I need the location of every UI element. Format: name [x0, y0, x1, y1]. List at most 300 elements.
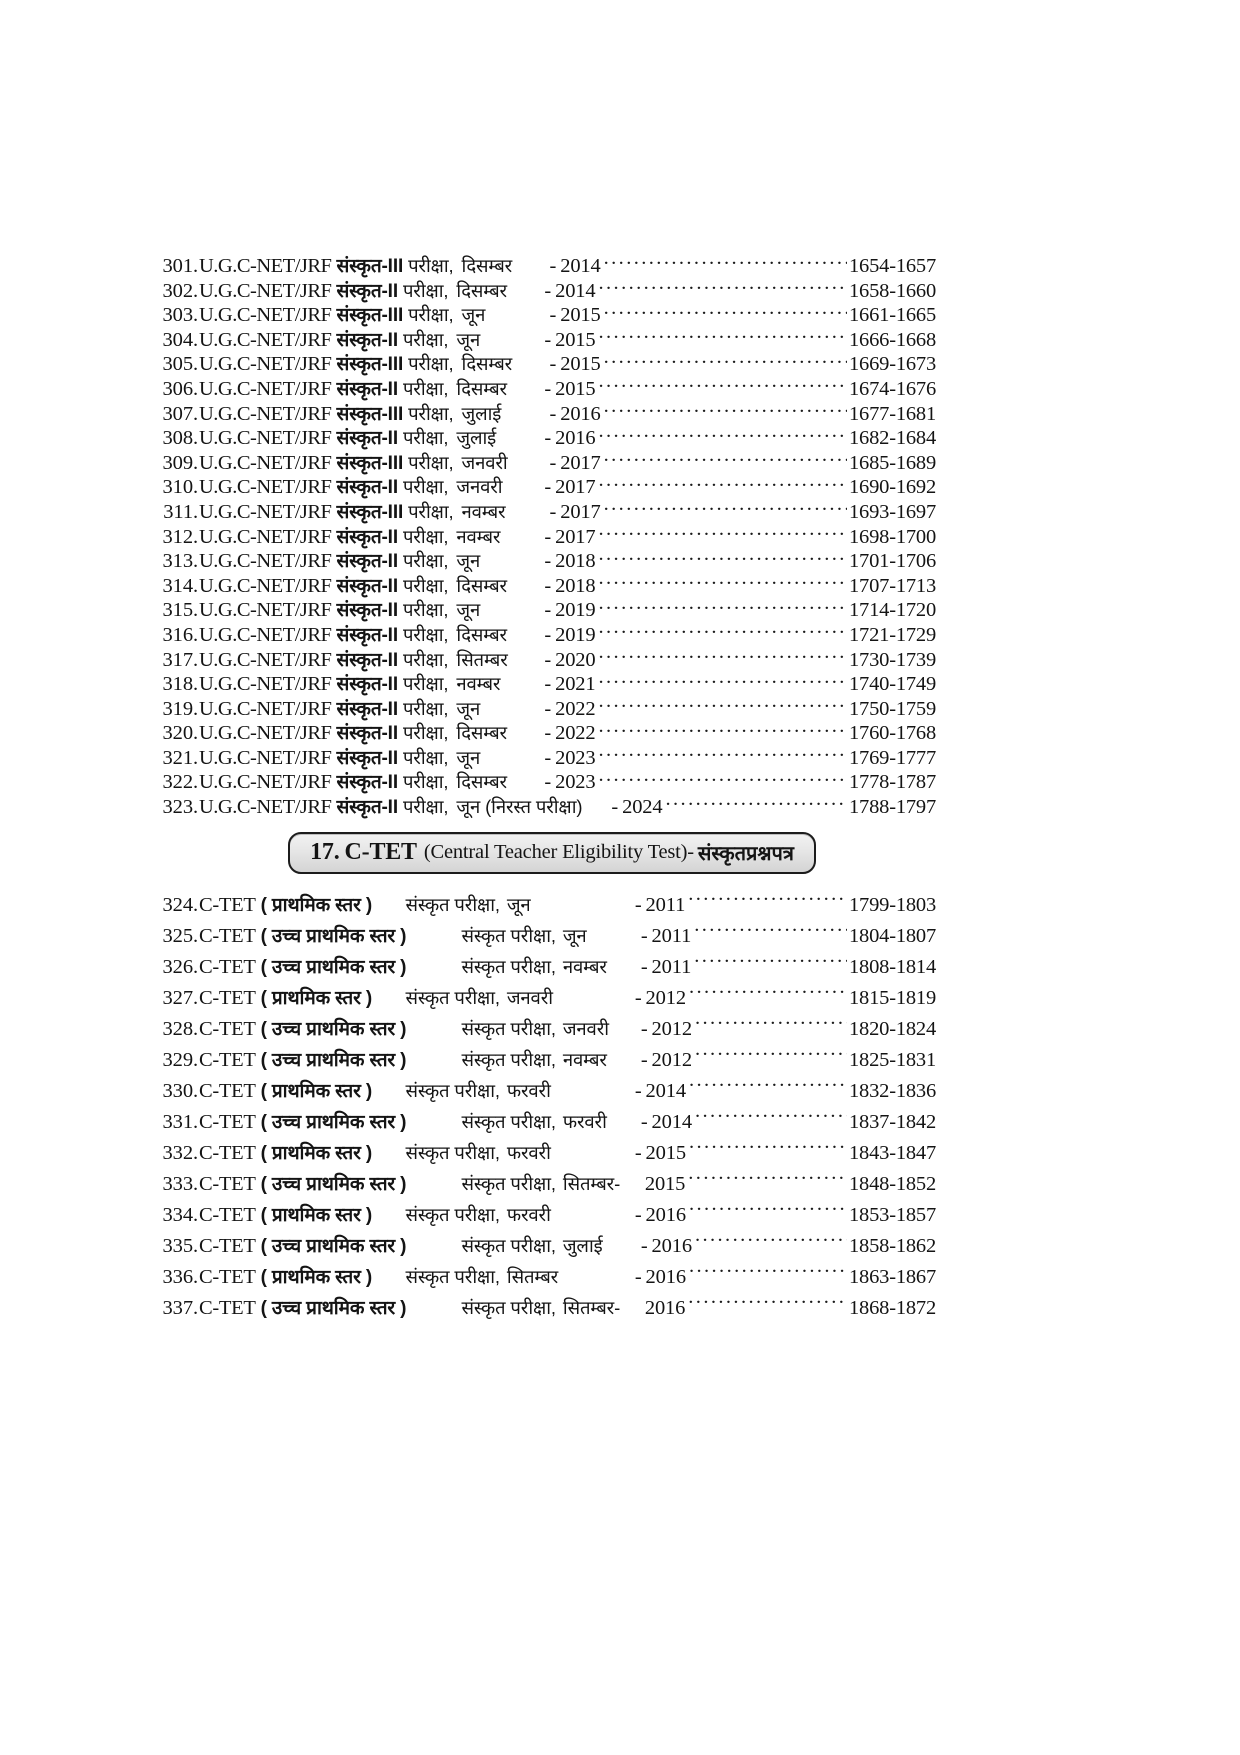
entry-year: 2012 — [651, 1048, 692, 1071]
entry-year: 2015 — [560, 353, 601, 376]
entry-paper: संस्कृत-II — [336, 378, 398, 400]
entry-number: 312. — [162, 525, 198, 548]
entry-year: 2016 — [645, 1265, 686, 1288]
entry-month: जून — [456, 746, 481, 768]
entry-number: 327. — [162, 986, 198, 1009]
entry-exam-word: परीक्षा, — [402, 623, 449, 645]
entry-page-range: 1693-1697 — [849, 500, 937, 523]
entry-dash: - — [549, 500, 557, 523]
entry-paper: संस्कृत-II — [336, 329, 398, 351]
entry-number: 311. — [163, 500, 198, 523]
entry-exam-word: परीक्षा, — [408, 402, 454, 424]
section-heading-ctet — [288, 832, 816, 874]
toc-list-ugc-net — [152, 252, 952, 818]
entry-dot-leader — [599, 326, 848, 346]
entry-page-range: 1682-1684 — [849, 427, 937, 450]
entry-month: नवम्बर — [456, 673, 501, 695]
entry-year: 2022 — [555, 722, 596, 745]
entry-month: दिसम्बर — [456, 623, 507, 645]
entry-title — [198, 770, 596, 796]
entry-title — [198, 254, 601, 280]
toc-entry — [152, 1261, 952, 1292]
entry-exam-word: परीक्षा, — [402, 796, 449, 818]
entry-dash: - — [544, 574, 552, 597]
entry-number: 322. — [162, 771, 198, 794]
entry-dot-leader — [604, 400, 847, 420]
entry-exam-name: C-TET — [199, 1141, 256, 1164]
entry-dash: - — [549, 304, 557, 327]
entry-title — [198, 623, 596, 649]
entry-exam-name: U.G.C-NET/JRF — [199, 255, 332, 277]
entry-year: 2011 — [645, 893, 686, 916]
entry-year: 2017 — [560, 500, 601, 523]
entry-dot-leader — [695, 1108, 847, 1128]
entry-dash: - — [544, 427, 552, 450]
entry-page-range: 1788-1797 — [849, 796, 937, 819]
toc-content — [152, 252, 952, 1323]
entry-page-range: 1843-1847 — [849, 1141, 937, 1164]
entry-month: नवम्बर — [562, 1048, 607, 1070]
entry-dash: - — [544, 697, 552, 720]
entry-subject: संस्कृत परीक्षा, — [405, 1265, 500, 1287]
entry-page-range: 1808-1814 — [849, 955, 937, 978]
entry-month: फरवरी — [506, 1141, 551, 1163]
entry-title — [198, 549, 596, 575]
entry-exam-name: U.G.C-NET/JRF — [199, 377, 332, 400]
entry-paper: संस्कृत-II — [336, 797, 398, 819]
entry-number: 301. — [162, 255, 198, 277]
entry-dot-leader — [604, 301, 847, 321]
section-devanagari-label: संस्कृतप्रश्नपत्र — [697, 843, 794, 866]
entry-exam-name: U.G.C-NET/JRF — [199, 328, 332, 351]
entry-dash: - — [544, 599, 552, 622]
entry-dot-leader — [599, 719, 848, 739]
entry-dash: - — [640, 924, 648, 947]
entry-number: 334. — [162, 1203, 198, 1226]
entry-number: 304. — [162, 328, 198, 351]
entry-month: दिसम्बर — [456, 771, 507, 793]
entry-number: 317. — [162, 648, 198, 671]
toc-entry — [152, 350, 952, 375]
entry-exam-word: परीक्षा, — [408, 255, 454, 276]
entry-dot-leader — [599, 621, 848, 641]
section-full-name: (Central Teacher Eligibility Test)- — [423, 841, 694, 864]
entry-subject: संस्कृत परीक्षा, — [405, 893, 500, 915]
entry-dot-leader — [599, 277, 848, 297]
entry-dash: - — [634, 1079, 642, 1102]
entry-month: जून — [456, 328, 481, 350]
entry-dot-leader — [695, 1015, 847, 1035]
entry-subject: संस्कृत परीक्षा, — [405, 1203, 500, 1225]
entry-month: जून — [562, 924, 587, 946]
entry-page-range: 1815-1819 — [849, 986, 937, 1009]
toc-entry — [152, 473, 952, 498]
entry-page-range: 1654-1657 — [849, 255, 937, 277]
entry-month: फरवरी — [506, 1203, 551, 1225]
entry-month: दिसम्बर — [456, 574, 507, 596]
entry-exam-word: परीक्षा, — [402, 722, 449, 744]
entry-dot-leader — [604, 498, 847, 518]
entry-page-range: 1677-1681 — [849, 402, 937, 425]
entry-subject: संस्कृत परीक्षा, — [461, 1048, 556, 1070]
entry-dot-leader — [599, 695, 848, 715]
entry-year: 2016 — [644, 1296, 686, 1319]
entry-exam-word: परीक्षा, — [408, 500, 454, 522]
entry-dash: - — [640, 955, 648, 978]
entry-exam-name: U.G.C-NET/JRF — [199, 599, 332, 622]
entry-paper: संस्कृत-II — [336, 674, 398, 696]
entry-month: दिसम्बर — [456, 377, 507, 399]
entry-title — [198, 1137, 686, 1169]
toc-entry — [152, 375, 952, 400]
entry-dash: - — [544, 476, 552, 499]
entry-dash: - — [640, 1048, 648, 1071]
entry-title — [198, 1168, 685, 1200]
entry-number: 324. — [162, 893, 198, 916]
entry-level: ( उच्च प्राथमिक स्तर ) — [260, 956, 407, 978]
entry-page-range: 1666-1668 — [849, 328, 937, 351]
entry-number: 307. — [162, 402, 198, 425]
entry-year: 2017 — [555, 525, 596, 548]
entry-year: 2014 — [560, 255, 601, 277]
toc-entry — [152, 424, 952, 449]
toc-entry — [152, 982, 952, 1013]
entry-year: 2015 — [555, 328, 596, 351]
entry-page-range: 1848-1852 — [849, 1172, 937, 1195]
entry-title — [198, 982, 686, 1014]
entry-title — [198, 721, 596, 747]
entry-title — [198, 1230, 692, 1262]
entry-exam-name: C-TET — [199, 1172, 256, 1195]
entry-dash: - — [544, 550, 552, 573]
entry-year: 2017 — [560, 451, 601, 474]
entry-year: 2012 — [645, 986, 686, 1009]
entry-year: 2016 — [555, 427, 596, 450]
entry-year: 2014 — [651, 1110, 692, 1133]
entry-level: ( प्राथमिक स्तर ) — [260, 1142, 372, 1164]
entry-year: 2011 — [651, 924, 692, 947]
entry-month: सितम्बर — [506, 1265, 559, 1287]
toc-entry — [152, 1075, 952, 1106]
entry-exam-name: U.G.C-NET/JRF — [199, 427, 332, 450]
entry-title — [198, 598, 596, 624]
toc-entry — [152, 920, 952, 951]
entry-year: 2015 — [644, 1172, 686, 1195]
entry-dash: - — [549, 402, 557, 425]
entry-title — [198, 303, 601, 329]
entry-dot-leader — [599, 572, 848, 592]
section-abbreviation: C-TET — [344, 839, 417, 866]
entry-exam-name: C-TET — [199, 1079, 256, 1102]
entry-exam-word: परीक्षा, — [402, 279, 449, 301]
toc-entry — [152, 1106, 952, 1137]
entry-level: ( प्राथमिक स्तर ) — [260, 894, 372, 916]
entry-month: फरवरी — [506, 1079, 551, 1101]
toc-entry — [152, 951, 952, 982]
entry-number: 316. — [162, 623, 198, 646]
entry-exam-name: C-TET — [199, 986, 256, 1009]
entry-number: 313. — [162, 550, 198, 573]
toc-entry — [152, 572, 952, 597]
entry-dash: - — [544, 623, 552, 646]
entry-page-range: 1858-1862 — [849, 1234, 937, 1257]
entry-exam-name: C-TET — [199, 924, 256, 947]
entry-page-range: 1804-1807 — [849, 924, 937, 947]
entry-exam-name: C-TET — [199, 955, 256, 978]
entry-page-range: 1832-1836 — [849, 1079, 937, 1102]
entry-dash: - — [549, 255, 557, 277]
entry-number: 314. — [162, 574, 198, 597]
entry-dash: - — [634, 1203, 642, 1226]
entry-dash: - — [549, 451, 557, 474]
toc-entry — [152, 793, 952, 818]
entry-number: 315. — [162, 599, 198, 622]
entry-dot-leader — [689, 1139, 847, 1159]
entry-title — [198, 1199, 686, 1231]
entry-dot-leader — [695, 1232, 847, 1252]
entry-subject: संस्कृत परीक्षा, — [461, 924, 556, 946]
entry-page-range: 1820-1824 — [849, 1017, 937, 1040]
entry-page-range: 1698-1700 — [849, 525, 937, 548]
entry-number: 308. — [162, 427, 198, 450]
entry-exam-name: U.G.C-NET/JRF — [199, 648, 332, 671]
entry-dash: - — [544, 328, 552, 351]
entry-dash: - — [544, 771, 552, 794]
entry-exam-word: परीक्षा, — [402, 746, 449, 768]
entry-title — [198, 1261, 686, 1293]
entry-paper: संस्कृत-II — [336, 698, 398, 720]
entry-title — [198, 475, 596, 501]
entry-dot-leader — [599, 523, 848, 543]
entry-subject: संस्कृत परीक्षा, — [405, 986, 500, 1008]
entry-title — [198, 525, 596, 551]
entry-title — [198, 951, 691, 983]
entry-dot-leader — [689, 1077, 847, 1097]
toc-entry — [152, 621, 952, 646]
toc-entry — [152, 719, 952, 744]
section-number: 17. — [310, 839, 340, 866]
entry-paper: संस्कृत-III — [336, 354, 404, 376]
entry-level: ( उच्च प्राथमिक स्तर ) — [260, 1297, 407, 1319]
entry-exam-word: परीक्षा, — [402, 550, 449, 572]
entry-exam-name: C-TET — [199, 1048, 256, 1071]
entry-subject: संस्कृत परीक्षा, — [461, 1017, 556, 1039]
entry-title — [198, 648, 596, 674]
entry-dot-leader — [599, 547, 848, 567]
entry-title — [198, 402, 601, 428]
entry-exam-name: U.G.C-NET/JRF — [199, 746, 332, 769]
entry-month: जनवरी — [456, 476, 503, 498]
entry-title — [198, 1013, 692, 1045]
toc-entry — [152, 498, 952, 523]
entry-dot-leader — [688, 1294, 847, 1314]
entry-subject: संस्कृत परीक्षा, — [461, 1172, 556, 1194]
toc-entry — [152, 547, 952, 572]
toc-entry — [152, 449, 952, 474]
entry-exam-word: परीक्षा, — [402, 697, 449, 719]
entry-title — [198, 672, 596, 698]
toc-entry — [152, 596, 952, 621]
entry-number: 323. — [162, 796, 198, 819]
entry-page-range: 1853-1857 — [849, 1203, 937, 1226]
entry-paper: संस्कृत-III — [336, 256, 404, 277]
entry-page-range: 1825-1831 — [849, 1048, 937, 1071]
entry-year: 2011 — [651, 955, 692, 978]
entry-number: 309. — [162, 451, 198, 474]
entry-exam-word: परीक्षा, — [402, 673, 449, 695]
entry-title — [198, 1044, 692, 1076]
entry-page-range: 1701-1706 — [849, 550, 937, 573]
entry-dot-leader — [688, 1170, 847, 1190]
entry-level: ( प्राथमिक स्तर ) — [260, 1266, 372, 1288]
entry-month: जून — [506, 893, 531, 915]
entry-exam-word: परीक्षा, — [408, 304, 454, 326]
entry-title — [198, 889, 685, 921]
entry-year: 2014 — [555, 279, 596, 302]
entry-level: ( प्राथमिक स्तर ) — [260, 1080, 372, 1102]
toc-entry — [152, 1168, 952, 1199]
toc-entry — [152, 1013, 952, 1044]
entry-dot-leader — [604, 449, 847, 469]
entry-exam-word: परीक्षा, — [402, 599, 449, 621]
entry-dash: - — [611, 796, 619, 819]
entry-year: 2024 — [622, 796, 663, 819]
entry-dash: - — [544, 377, 552, 400]
entry-month: दिसम्बर — [461, 255, 513, 276]
entry-exam-name: C-TET — [199, 1017, 256, 1040]
entry-number: 331. — [162, 1110, 198, 1133]
entry-number: 318. — [162, 673, 198, 696]
entry-subject: संस्कृत परीक्षा, — [405, 1079, 500, 1101]
entry-dot-leader — [604, 252, 847, 272]
entry-year: 2018 — [555, 574, 596, 597]
entry-exam-name: U.G.C-NET/JRF — [199, 402, 332, 425]
entry-page-range: 1837-1842 — [849, 1110, 937, 1133]
entry-exam-word: परीक्षा, — [408, 451, 454, 473]
entry-dot-leader — [599, 646, 848, 666]
entry-month: जुलाई — [456, 427, 497, 449]
entry-number: 325. — [162, 924, 198, 947]
entry-page-range: 1760-1768 — [849, 722, 937, 745]
entry-title — [198, 920, 691, 952]
entry-page-range: 1714-1720 — [849, 599, 937, 622]
entry-month: जून (निरस्त परीक्षा) — [456, 796, 583, 818]
entry-month: दिसम्बर — [461, 353, 513, 375]
entry-dot-leader — [599, 670, 848, 690]
entry-year: 2016 — [560, 402, 601, 425]
entry-page-range: 1740-1749 — [849, 673, 937, 696]
entry-exam-name: U.G.C-NET/JRF — [199, 304, 332, 327]
toc-entry — [152, 301, 952, 326]
entry-paper: संस्कृत-II — [336, 551, 398, 573]
entry-month: जून — [456, 599, 481, 621]
entry-exam-word: परीक्षा, — [402, 377, 449, 399]
entry-title — [198, 1106, 692, 1138]
entry-dash: - — [544, 722, 552, 745]
entry-number: 332. — [162, 1141, 198, 1164]
toc-entry — [152, 1292, 952, 1323]
entry-number: 320. — [162, 722, 198, 745]
entry-exam-name: U.G.C-NET/JRF — [199, 353, 332, 376]
entry-dash: - — [634, 1141, 642, 1164]
entry-dash: - — [544, 279, 552, 302]
entry-title — [198, 795, 663, 821]
entry-year: 2016 — [651, 1234, 692, 1257]
entry-dot-leader — [599, 375, 848, 395]
entry-dot-leader — [694, 953, 847, 973]
entry-title — [198, 697, 596, 723]
entry-month: जुलाई — [562, 1234, 603, 1256]
entry-exam-word: परीक्षा, — [402, 648, 449, 670]
entry-dash: - — [634, 986, 642, 1009]
entry-month: सितम्बर- — [562, 1172, 621, 1194]
entry-paper: संस्कृत-II — [336, 280, 398, 302]
entry-page-range: 1863-1867 — [849, 1265, 937, 1288]
entry-dash: - — [544, 746, 552, 769]
entry-dot-leader — [599, 473, 848, 493]
entry-title — [198, 1292, 685, 1324]
entry-dot-leader — [599, 768, 848, 788]
entry-level: ( उच्च प्राथमिक स्तर ) — [260, 925, 407, 947]
entry-page-range: 1661-1665 — [849, 304, 937, 327]
entry-dash: - — [549, 353, 557, 376]
toc-entry — [152, 889, 952, 920]
entry-title — [198, 1075, 686, 1107]
entry-title — [198, 352, 601, 378]
entry-year: 2012 — [651, 1017, 692, 1040]
entry-paper: संस्कृत-II — [336, 772, 398, 794]
entry-number: 330. — [162, 1079, 198, 1102]
entry-number: 319. — [162, 697, 198, 720]
entry-level: ( उच्च प्राथमिक स्तर ) — [260, 1173, 407, 1195]
toc-entry — [152, 523, 952, 548]
entry-paper: संस्कृत-II — [336, 624, 398, 646]
entry-month: जून — [461, 304, 486, 326]
entry-paper: संस्कृत-II — [336, 428, 398, 450]
toc-entry — [152, 1137, 952, 1168]
entry-month: नवम्बर — [461, 500, 506, 522]
entry-subject: संस्कृत परीक्षा, — [405, 1141, 500, 1163]
entry-paper: संस्कृत-II — [336, 575, 398, 597]
entry-exam-name: U.G.C-NET/JRF — [199, 500, 332, 523]
entry-dot-leader — [599, 744, 848, 764]
entry-number: 336. — [162, 1265, 198, 1288]
entry-title — [198, 574, 596, 600]
entry-paper: संस्कृत-III — [336, 452, 404, 474]
entry-paper: संस्कृत-II — [336, 747, 398, 769]
entry-exam-word: परीक्षा, — [402, 427, 449, 449]
entry-dot-leader — [604, 350, 847, 370]
entry-year: 2014 — [645, 1079, 686, 1102]
entry-exam-name: U.G.C-NET/JRF — [199, 574, 332, 597]
entry-year: 2020 — [555, 648, 596, 671]
entry-year: 2023 — [555, 771, 596, 794]
entry-dash: - — [640, 1017, 648, 1040]
entry-exam-name: U.G.C-NET/JRF — [199, 673, 332, 696]
entry-exam-name: C-TET — [199, 1110, 256, 1133]
entry-exam-name: U.G.C-NET/JRF — [199, 525, 332, 548]
entry-page-range: 1685-1689 — [849, 451, 937, 474]
entry-year: 2018 — [555, 550, 596, 573]
toc-entry — [152, 326, 952, 351]
toc-entry — [152, 1199, 952, 1230]
entry-paper: संस्कृत-II — [336, 723, 398, 745]
entry-month: सितम्बर- — [562, 1296, 621, 1318]
entry-paper: संस्कृत-III — [336, 403, 404, 425]
entry-dot-leader — [694, 922, 847, 942]
entry-year: 2019 — [555, 599, 596, 622]
entry-page-range: 1730-1739 — [849, 648, 937, 671]
